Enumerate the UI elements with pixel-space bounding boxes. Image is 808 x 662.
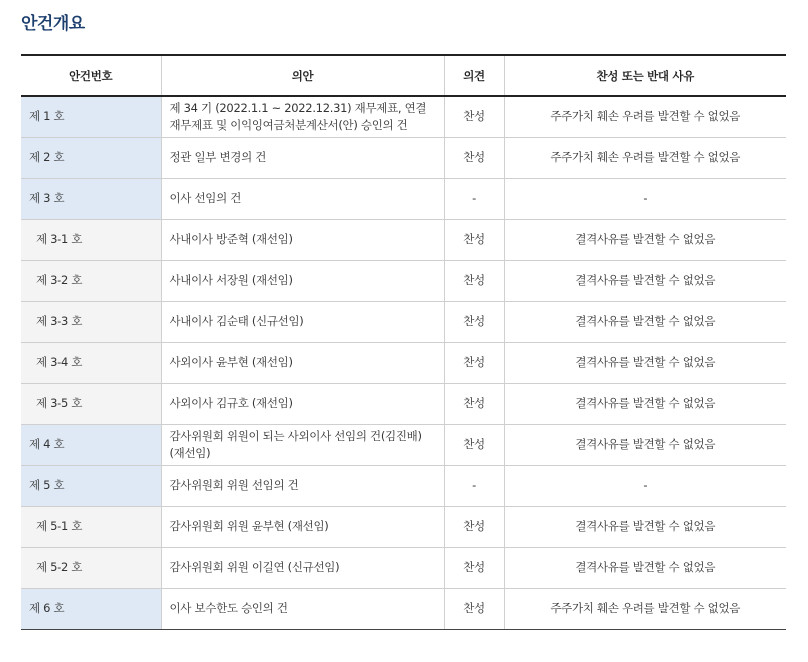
table-row	[21, 260, 786, 301]
opinion: -	[444, 178, 504, 219]
agenda-item: 감사위원회 위원 이길연 (신규선임)	[161, 547, 444, 588]
opinion: 찬성	[444, 301, 504, 342]
table-row	[21, 342, 786, 383]
agenda-item: 감사위원회 위원 선임의 건	[161, 465, 444, 506]
reason: 주주가치 훼손 우려를 발견할 수 없었음	[504, 137, 786, 178]
agenda-number: 제 5-2 호	[21, 547, 161, 588]
table-row	[21, 301, 786, 342]
agenda-item: 사내이사 김순태 (신규선임)	[161, 301, 444, 342]
header-agenda-item: 의안	[161, 55, 444, 96]
agenda-number: 제 3-1 호	[21, 219, 161, 260]
header-reason: 찬성 또는 반대 사유	[504, 55, 786, 96]
opinion: 찬성	[444, 96, 504, 137]
opinion: -	[444, 465, 504, 506]
agenda-number: 제 4 호	[21, 424, 161, 465]
agenda-number: 제 3-4 호	[21, 342, 161, 383]
agenda-number: 제 5-1 호	[21, 506, 161, 547]
opinion: 찬성	[444, 424, 504, 465]
agenda-item: 사내이사 서장원 (재선임)	[161, 260, 444, 301]
header-opinion: 의견	[444, 55, 504, 96]
agenda-number: 제 3 호	[21, 178, 161, 219]
reason: 결격사유를 발견할 수 없었음	[504, 424, 786, 465]
reason: 결격사유를 발견할 수 없었음	[504, 383, 786, 424]
agenda-item: 이사 선임의 건	[161, 178, 444, 219]
reason: 주주가치 훼손 우려를 발견할 수 없었음	[504, 588, 786, 629]
opinion: 찬성	[444, 137, 504, 178]
table-row	[21, 178, 786, 219]
agenda-number: 제 2 호	[21, 137, 161, 178]
table-header-row	[21, 55, 786, 96]
table-row	[21, 96, 786, 137]
table-row	[21, 465, 786, 506]
agenda-table	[21, 54, 786, 630]
reason: 결격사유를 발견할 수 없었음	[504, 342, 786, 383]
table-row	[21, 506, 786, 547]
table-row	[21, 424, 786, 465]
table-row	[21, 219, 786, 260]
table-body	[21, 96, 786, 629]
table-row	[21, 137, 786, 178]
opinion: 찬성	[444, 506, 504, 547]
agenda-number: 제 3-5 호	[21, 383, 161, 424]
table-row	[21, 547, 786, 588]
opinion: 찬성	[444, 260, 504, 301]
table-row	[21, 383, 786, 424]
reason: 결격사유를 발견할 수 없었음	[504, 219, 786, 260]
agenda-item: 감사위원회 위원이 되는 사외이사 선임의 건(김진배)(재선임)	[161, 424, 444, 465]
agenda-number: 제 1 호	[21, 96, 161, 137]
section-title: 안건개요	[21, 14, 85, 34]
agenda-number: 제 5 호	[21, 465, 161, 506]
reason: 결격사유를 발견할 수 없었음	[504, 260, 786, 301]
agenda-number: 제 3-2 호	[21, 260, 161, 301]
opinion: 찬성	[444, 219, 504, 260]
table-row	[21, 588, 786, 629]
agenda-number: 제 6 호	[21, 588, 161, 629]
reason: 결격사유를 발견할 수 없었음	[504, 301, 786, 342]
agenda-item: 사외이사 김규호 (재선임)	[161, 383, 444, 424]
agenda-item: 제 34 기 (2022.1.1 ~ 2022.12.31) 재무제표, 연결재무제표 및 이익잉여금처분계산서(안) 승인의 건	[161, 96, 444, 137]
opinion: 찬성	[444, 547, 504, 588]
agenda-item: 사외이사 윤부현 (재선임)	[161, 342, 444, 383]
opinion: 찬성	[444, 342, 504, 383]
reason: -	[504, 178, 786, 219]
agenda-item: 사내이사 방준혁 (재선임)	[161, 219, 444, 260]
agenda-item: 정관 일부 변경의 건	[161, 137, 444, 178]
header-agenda-number: 안건번호	[21, 55, 161, 96]
opinion: 찬성	[444, 588, 504, 629]
opinion: 찬성	[444, 383, 504, 424]
agenda-number: 제 3-3 호	[21, 301, 161, 342]
agenda-item: 감사위원회 위원 윤부현 (재선임)	[161, 506, 444, 547]
agenda-item: 이사 보수한도 승인의 건	[161, 588, 444, 629]
reason: 주주가치 훼손 우려를 발견할 수 없었음	[504, 96, 786, 137]
reason: 결격사유를 발견할 수 없었음	[504, 547, 786, 588]
reason: -	[504, 465, 786, 506]
reason: 결격사유를 발견할 수 없었음	[504, 506, 786, 547]
